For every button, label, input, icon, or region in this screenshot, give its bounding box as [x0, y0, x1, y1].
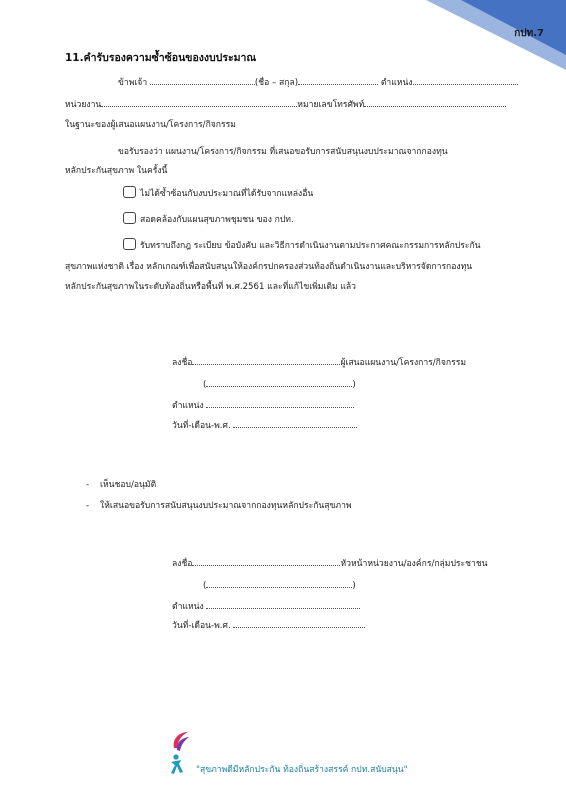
signature1-name-line	[203, 377, 356, 390]
approval-item-1	[86, 477, 156, 491]
section-title: 11.คำรับรองความซ้ำซ้อนของงบประมาณ	[65, 52, 257, 64]
signature2-name-field[interactable]	[206, 578, 352, 588]
approval-bullet-2: -	[86, 501, 90, 511]
name-field[interactable]	[150, 75, 255, 85]
signature1-date-label: วันที่-เดือน-พ.ศ.	[172, 421, 231, 431]
form-code: กปท.7	[514, 28, 544, 39]
signature1-date-field[interactable]	[233, 418, 357, 428]
acknowledge-line-3: หลักประกันสุขภาพในระดับท้องถิ่นหรือพื้นที่ พ.ศ.2561 และที่แก้ไขเพิ่มเติม แล้ว	[65, 282, 357, 292]
checkbox-community-plan-label: สอดคล้องกับแผนสุขภาพชุมชน ของ กปท.	[140, 215, 294, 225]
signature1-paren-close: )	[352, 380, 356, 390]
signature2-paren-open: (	[203, 581, 207, 591]
name-field-2[interactable]	[298, 75, 378, 85]
signature1-date-line	[172, 418, 357, 432]
signature2-date-line	[172, 618, 365, 632]
signature2-position-line	[172, 599, 360, 613]
signature1-paren-open: (	[203, 380, 207, 390]
signature2-position-field[interactable]	[206, 599, 360, 609]
signature1-position-field[interactable]	[206, 398, 354, 408]
checkbox-row-no-duplicate[interactable]	[123, 186, 313, 200]
checkbox-row-community-plan[interactable]	[123, 212, 294, 226]
signature2-name-line	[203, 578, 356, 591]
signature2-role: หัวหน้าหน่วยงาน/องค์กร/กลุ่มประชาชน	[340, 559, 488, 569]
signature2-sign-line	[172, 556, 488, 570]
nhso-figure-logo-icon	[168, 730, 190, 776]
position-field[interactable]	[413, 75, 518, 85]
checkbox-no-duplicate[interactable]	[123, 186, 136, 198]
certify-line-2: หลักประกันสุขภาพ ในครั้งนี้	[65, 166, 168, 176]
approval-item-2	[86, 498, 352, 512]
approval-item-1-label: เห็นชอบ/อนุมัติ	[100, 480, 157, 490]
signature2-sign-label: ลงชื่อ	[172, 559, 193, 569]
signature1-name-field[interactable]	[206, 377, 352, 387]
phone-field[interactable]	[364, 97, 506, 107]
agency-field[interactable]	[101, 97, 297, 107]
certify-line-1: ขอรับรองว่า แผนงาน/โครงการ/กิจกรรม ที่เสนอขอรับการสนับสนุนงบประมาณจากกองทุน	[118, 147, 448, 157]
checkbox-acknowledge-label: รับทราบถึงกฎ ระเบียบ ข้อบังคับ และวิธีการดำเนินงานตามประกาศคณะกรรมการหลักประกัน	[140, 241, 481, 251]
signature1-sign-field[interactable]	[192, 355, 340, 365]
intro-prefix: ข้าพเจ้า	[118, 78, 148, 88]
signature2-paren-close: )	[352, 581, 356, 591]
checkbox-community-plan[interactable]	[123, 212, 136, 224]
signature2-date-label: วันที่-เดือน-พ.ศ.	[172, 621, 231, 631]
signature2-sign-field[interactable]	[192, 556, 340, 566]
intro-line-1	[118, 75, 518, 89]
checkbox-acknowledge[interactable]	[123, 238, 136, 250]
position-label: ตำแหน่ง	[380, 78, 413, 88]
checkbox-row-acknowledge[interactable]	[123, 238, 481, 252]
approval-bullet-1: -	[86, 480, 90, 490]
signature1-position-label: ตำแหน่ง	[172, 401, 204, 411]
signature1-sign-label: ลงชื่อ	[172, 358, 193, 368]
signature1-sign-line	[172, 355, 466, 369]
signature2-position-label: ตำแหน่ง	[172, 602, 204, 612]
checkbox-no-duplicate-label: ไม่ได้ซ้ำซ้อนกับงบประมาณที่ได้รับจากแหล่งอื่น	[140, 189, 314, 199]
signature2-date-field[interactable]	[233, 618, 365, 628]
signature1-role: ผู้เสนอแผนงาน/โครงการ/กิจกรรม	[340, 358, 467, 368]
name-label: (ชื่อ – สกุล)	[254, 78, 299, 88]
intro-line-2	[65, 97, 506, 111]
agency-label: หน่วยงาน	[65, 100, 102, 110]
intro-line-3: ในฐานะของผู้เสนอแผนงาน/โครงการ/กิจกรรม	[65, 120, 236, 130]
footer-slogan: "สุขภาพดีมีหลักประกัน ท้องถิ่นสร้างสรรค์ กปท.สนับสนุน"	[196, 765, 408, 775]
phone-label: หมายเลขโทรศัพท์	[297, 100, 365, 110]
signature1-position-line	[172, 398, 354, 412]
approval-item-2-label: ให้เสนอขอรับการสนับสนุนงบประมาณจากกองทุนหลักประกันสุขภาพ	[100, 501, 352, 511]
acknowledge-line-2: สุขภาพแห่งชาติ เรื่อง หลักเกณฑ์เพื่อสนับสนุนให้องค์กรปกครองส่วนท้องถิ่นดำเนินงานและบริหารจัดการกองทุน	[65, 262, 473, 272]
